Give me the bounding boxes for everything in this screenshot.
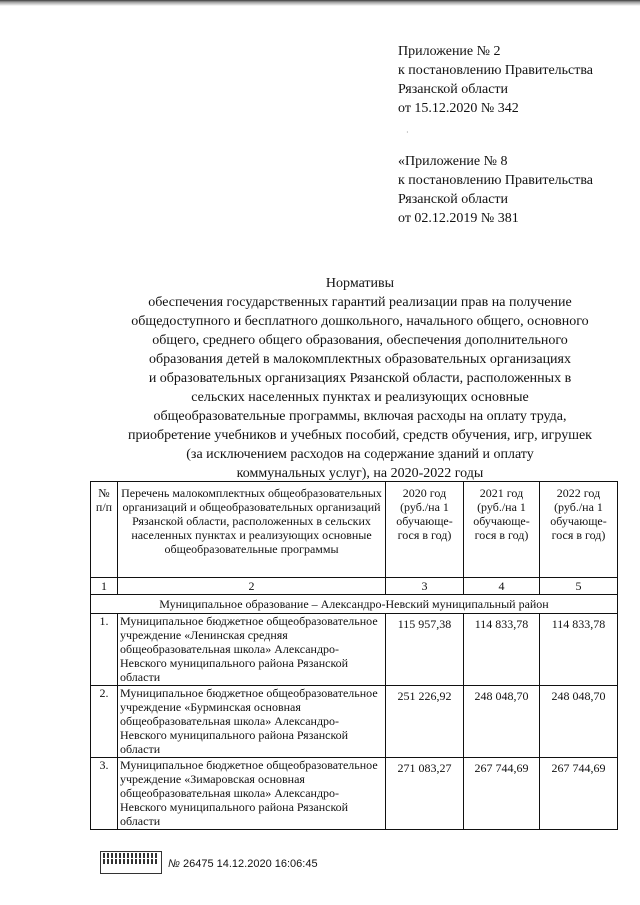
row-organization: Муниципальное бюджетное общеобразовательное учреждение «Бурминская основная общеобразовательная школа» Александро-Невского муниципального района Рязанской области xyxy=(118,686,386,758)
title-line: коммунальных услуг), на 2020-2022 годы xyxy=(236,466,484,481)
row-organization: Муниципальное бюджетное общеобразовательное учреждение «Ленинская средняя общеобразовательная школа» Александро-Невского муниципального района Рязанской области xyxy=(118,614,386,686)
registration-mark xyxy=(168,858,318,870)
appendix-block xyxy=(398,42,593,118)
registry-stamp-icon xyxy=(100,851,162,874)
previous-appendix-line: Рязанской области xyxy=(398,192,509,207)
previous-appendix-line: к постановлению Правительства xyxy=(398,173,594,188)
header-2020: 2020 год (руб./на 1 обучающе-гося в год) xyxy=(386,482,464,578)
row-value-2022: 248 048,70 xyxy=(540,686,618,758)
title-heading: Нормативы xyxy=(325,276,395,291)
title-line: обеспечения государственных гарантий реализации прав на получение xyxy=(148,295,572,310)
title-line: и образовательных организациях Рязанской области, расположенных в xyxy=(148,371,572,386)
row-value-2022: 267 744,69 xyxy=(540,758,618,830)
title-line: общедоступного и бесплатного дошкольного, начального общего, основного xyxy=(131,314,589,329)
column-number: 3 xyxy=(386,578,464,595)
header-2022: 2022 год (руб./на 1 обучающе-гося в год) xyxy=(540,482,618,578)
table-header-row xyxy=(91,482,618,578)
title-line: образования детей в малокомплектных образовательных организациях xyxy=(149,352,571,367)
table-row xyxy=(91,686,618,758)
title-line: приобретение учебников и учебных пособий, средств обучения, игр, игрушек xyxy=(127,428,592,443)
row-number: 3. xyxy=(91,758,118,830)
previous-appendix-line: от 02.12.2019 № 381 xyxy=(398,211,519,226)
previous-appendix-block xyxy=(398,152,593,228)
title-line: (за исключением расходов на содержание зданий и оплату xyxy=(186,447,534,462)
appendix-line: от 15.12.2020 № 342 xyxy=(398,101,519,116)
column-numbers-row xyxy=(91,578,618,595)
table-row xyxy=(91,614,618,686)
row-value-2022: 114 833,78 xyxy=(540,614,618,686)
appendix-line: Рязанской области xyxy=(398,82,509,97)
column-number: 4 xyxy=(464,578,540,595)
previous-appendix-line: «Приложение № 8 xyxy=(398,154,508,169)
row-organization: Муниципальное бюджетное общеобразовательное учреждение «Зимаровская основная общеобразовательная школа» Александро-Невского муниципального района Рязанской области xyxy=(118,758,386,830)
appendix-line: к постановлению Правительства xyxy=(398,63,594,78)
row-value-2021: 248 048,70 xyxy=(464,686,540,758)
section-row xyxy=(91,595,618,614)
title-line: общеобразовательные программы, включая расходы на оплату труда, xyxy=(153,409,567,424)
column-number: 2 xyxy=(118,578,386,595)
header-2021: 2021 год (руб./на 1 обучающе-гося в год) xyxy=(464,482,540,578)
number-sign: № xyxy=(168,858,180,870)
title-line: сельских населенных пунктах и реализующих основные xyxy=(191,390,529,405)
row-value-2021: 114 833,78 xyxy=(464,614,540,686)
scan-edge xyxy=(0,0,640,6)
norms-table xyxy=(90,481,618,830)
column-number: 1 xyxy=(91,578,118,595)
registration-info: 26475 14.12.2020 16:06:45 xyxy=(182,858,318,870)
row-number: 2. xyxy=(91,686,118,758)
header-no: № п/п xyxy=(91,482,118,578)
column-number: 5 xyxy=(540,578,618,595)
section-title: Муниципальное образование – Александро-Невский муниципальный район xyxy=(91,595,618,614)
table-row xyxy=(91,758,618,830)
appendix-line: Приложение № 2 xyxy=(398,44,501,59)
row-number: 1. xyxy=(91,614,118,686)
row-value-2020: 115 957,38 xyxy=(386,614,464,686)
row-value-2020: 251 226,92 xyxy=(386,686,464,758)
scan-speck: · xyxy=(406,128,409,137)
row-value-2020: 271 083,27 xyxy=(386,758,464,830)
row-value-2021: 267 744,69 xyxy=(464,758,540,830)
header-organizations: Перечень малокомплектных общеобразовательных организаций и общеобразовательных организаций Рязанской области, расположенных в сельских населенных пунктах и реализующих основные общеобразовательные программы xyxy=(118,482,386,578)
document-title xyxy=(96,274,624,483)
title-line: общего, среднего общего образования, обеспечения дополнительного xyxy=(152,333,568,348)
